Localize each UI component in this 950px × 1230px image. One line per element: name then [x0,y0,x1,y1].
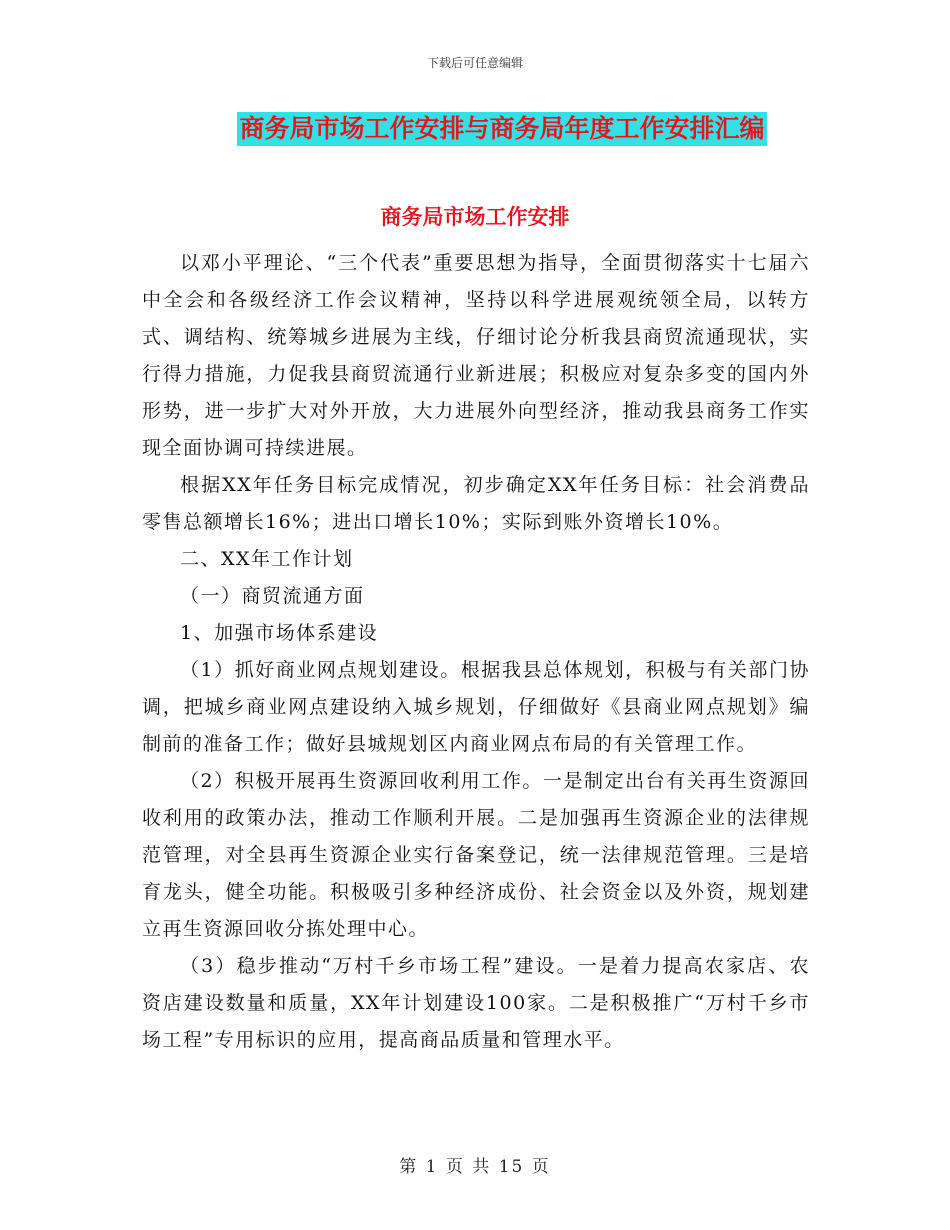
main-title-container [0,112,950,146]
paragraph: （一）商贸流通方面 [180,585,365,607]
paragraph: 根据XX年任务目标完成情况，初步确定XX年任务目标：社会消费品零售总额增长16%；进出口增长10%；实际到账外资增长10%。 [142,474,810,533]
header-note: 下载后可任意编辑 [426,56,523,70]
paragraph: （1）抓好商业网点规划建设。根据我县总体规划，积极与有关部门协调，把城乡商业网点建设纳入城乡规划，仔细做好《县商业网点规划》编制前的准备工作；做好县城规划区内商业网点布局的有关管理工作。 [142,659,810,755]
page-number: 第 1 页 共 15 页 [399,1157,551,1177]
paragraph: （2）积极开展再生资源回收利用工作。一是制定出台有关再生资源回收利用的政策办法，推动工作顺利开展。二是加强再生资源企业的法律规范管理，对全县再生资源企业实行备案登记，统一法律规范管理。三是培育龙头，健全功能。积极吸引多种经济成份、社会资金以及外资，规划建立再生资源回收分拣处理中心。 [142,770,810,940]
paragraph: 二、XX年工作计划 [180,548,354,570]
document-body [142,245,810,1059]
main-title: 商务局市场工作安排与商务局年度工作安排汇编 [237,112,766,146]
paragraph: 1、加强市场体系建设 [180,622,379,644]
paragraph: （3）稳步推动“万村千乡市场工程”建设。一是着力提高农家店、农资店建设数量和质量，XX年计划建设100家。二是积极推广“万村千乡市场工程”专用标识的应用，提高商品质量和管理水平。 [142,955,810,1051]
paragraph: 以邓小平理论、“三个代表”重要思想为指导，全面贯彻落实十七届六中全会和各级经济工作会议精神，坚持以科学进展观统领全局，以转方式、调结构、统筹城乡进展为主线，仔细讨论分析我县商贸流通现状，实行得力措施，力促我县商贸流通行业新进展；积极应对复杂多变的国内外形势，进一步扩大对外开放，大力进展外向型经济，推动我县商务工作实现全面协调可持续进展。 [142,252,810,459]
section-title: 商务局市场工作安排 [380,205,570,229]
